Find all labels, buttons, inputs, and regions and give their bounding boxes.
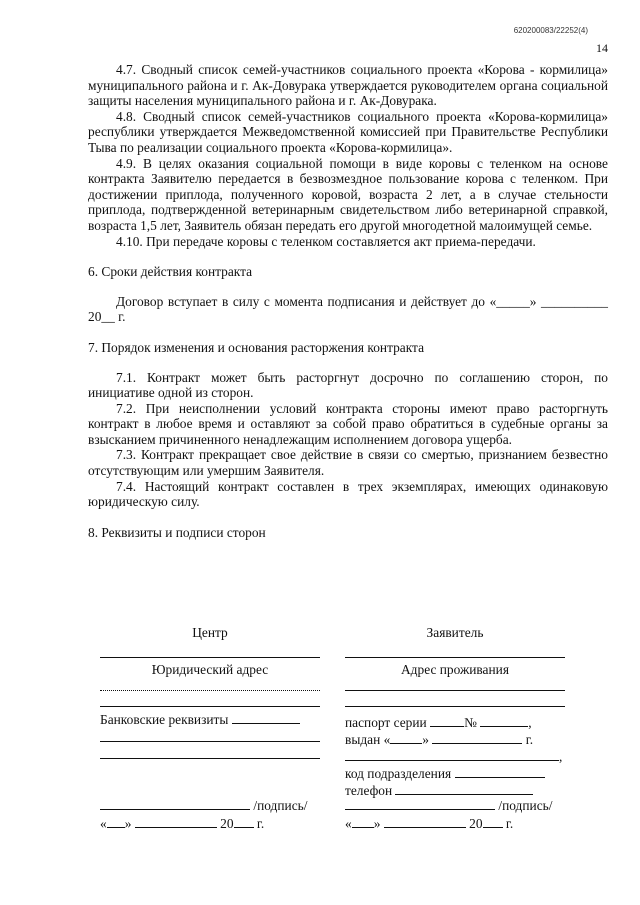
center-signature-label: /подпись/ (253, 798, 308, 813)
applicant-date-month[interactable] (384, 815, 466, 828)
center-date-year: 20 (220, 816, 234, 831)
legal-address-label: Юридический адрес (151, 662, 269, 677)
center-date-row (100, 815, 264, 832)
applicant-signature-label: /подпись/ (498, 798, 553, 813)
passport-label: паспорт серии (345, 715, 427, 730)
paragraph-7-1: 7.1. Контракт может быть расторгнут досрочно по соглашению сторон, по инициативе одной из сторон. (88, 369, 608, 401)
applicant-name-line (345, 657, 565, 658)
applicant-date-suffix: г. (505, 816, 514, 831)
paragraph-4-8: 4.8. Сводный список семей-участников социального проекта «Корова-кормилица» республики утверждается Межведомственной комиссией при Правительстве Республики Тыва по реализации социального проекта «Корова-кормилица». (88, 108, 608, 155)
residence-line-1 (345, 690, 565, 691)
phone-label: телефон (345, 783, 393, 798)
paragraph-7-3: 7.3. Контракт прекращает свое действие в связи со смертью, признанием безвестно отсутствующим или умершим Заявителя. (88, 447, 608, 479)
department-code-label: код подразделения (345, 766, 452, 781)
phone-field[interactable] (395, 782, 533, 795)
applicant-signature-field[interactable] (345, 797, 495, 810)
center-date-month[interactable] (135, 815, 217, 828)
issued-suffix: г. (525, 732, 534, 747)
applicant-date-year-field[interactable] (483, 815, 503, 828)
center-date-year-field[interactable] (234, 815, 254, 828)
issued-mid: » (422, 732, 429, 747)
center-date-open: « (100, 816, 107, 831)
applicant-date-day[interactable] (352, 815, 374, 828)
bank-line-2 (100, 758, 320, 759)
applicant-party-label: Заявитель (426, 625, 484, 640)
extra-row (345, 748, 562, 765)
department-code-field[interactable] (455, 765, 545, 778)
issued-row (345, 731, 533, 748)
center-signature-row (100, 797, 307, 814)
passport-row (345, 714, 532, 731)
applicant-date-row (345, 815, 513, 832)
section-6-text: Договор вступает в силу с момента подписания и действует до «_____» __________ 20__ г. (88, 293, 608, 325)
bank-details-label: Банковские реквизиты (100, 712, 229, 727)
bank-details-field[interactable] (232, 711, 300, 724)
section-8-title: 8. Реквизиты и подписи сторон (88, 524, 266, 540)
bank-line-1 (100, 741, 320, 742)
passport-number-label: № (464, 715, 477, 730)
address-line-1 (100, 690, 320, 691)
issued-by-comma: , (559, 749, 563, 764)
applicant-date-close: » (373, 816, 381, 831)
issued-month-field[interactable] (432, 731, 522, 744)
center-party-label: Центр (192, 625, 228, 640)
document-stamp: 620200083/22252(4) (513, 26, 588, 35)
page-number: 14 (596, 41, 608, 55)
center-signature-field[interactable] (100, 797, 250, 810)
issued-by-field[interactable] (345, 748, 559, 761)
paragraph-4-10: 4.10. При передаче коровы с теленком составляется акт приема-передачи. (116, 233, 536, 249)
issued-day-field[interactable] (390, 731, 422, 744)
passport-number-field[interactable] (480, 714, 528, 727)
section-7-title: 7. Порядок изменения и основания расторжения контракта (88, 339, 425, 355)
applicant-date-year: 20 (469, 816, 483, 831)
paragraph-7-2: 7.2. При неисполнении условий контракта стороны имеют право расторгнуть контракт в любое время и оставляют за собой право обратиться в судебные органы за взысканием причиненного ненадлежащим исполнением договора ущерба. (88, 400, 608, 447)
bank-row (100, 711, 320, 728)
center-date-suffix: г. (256, 816, 265, 831)
residence-address-label: Адрес проживания (401, 662, 509, 677)
paragraph-4-9: 4.9. В целях оказания социальной помощи в виде коровы с теленком на основе контракта Заявителю передается в безвозмездное пользование корова с теленком. При достижении приплода, полученного коровой, возраста 2 лет, а в случае стельности приплода, подтвержденной ветеринарным свидетельством либо ветеринарной справкой, возраста 1,5 лет, Заявитель обязан передать его другой многодетной малоимущей семье. (88, 155, 608, 233)
address-line-2 (100, 706, 320, 707)
center-name-line (100, 657, 320, 658)
passport-comma: , (528, 715, 532, 730)
applicant-signature-row (345, 797, 552, 814)
issued-label: выдан « (345, 732, 391, 747)
code-row (345, 765, 545, 782)
applicant-date-open: « (345, 816, 352, 831)
paragraph-4-7: 4.7. Сводный список семей-участников социального проекта «Корова - кормилица» муниципального района и г. Ак-Довурака утверждается руководителем органа социальной защиты населения муниципального района и г. Ак-Довурака. (88, 62, 608, 109)
applicant-column (345, 625, 565, 707)
paragraph-7-4: 7.4. Настоящий контракт составлен в трех экземплярах, имеющих одинаковую юридическую силу. (88, 478, 608, 510)
passport-series-field[interactable] (430, 714, 464, 727)
center-date-close: » (124, 816, 132, 831)
center-date-day[interactable] (107, 815, 125, 828)
section-6-title: 6. Сроки действия контракта (88, 264, 253, 280)
center-column (100, 625, 320, 759)
residence-line-2 (345, 706, 565, 707)
